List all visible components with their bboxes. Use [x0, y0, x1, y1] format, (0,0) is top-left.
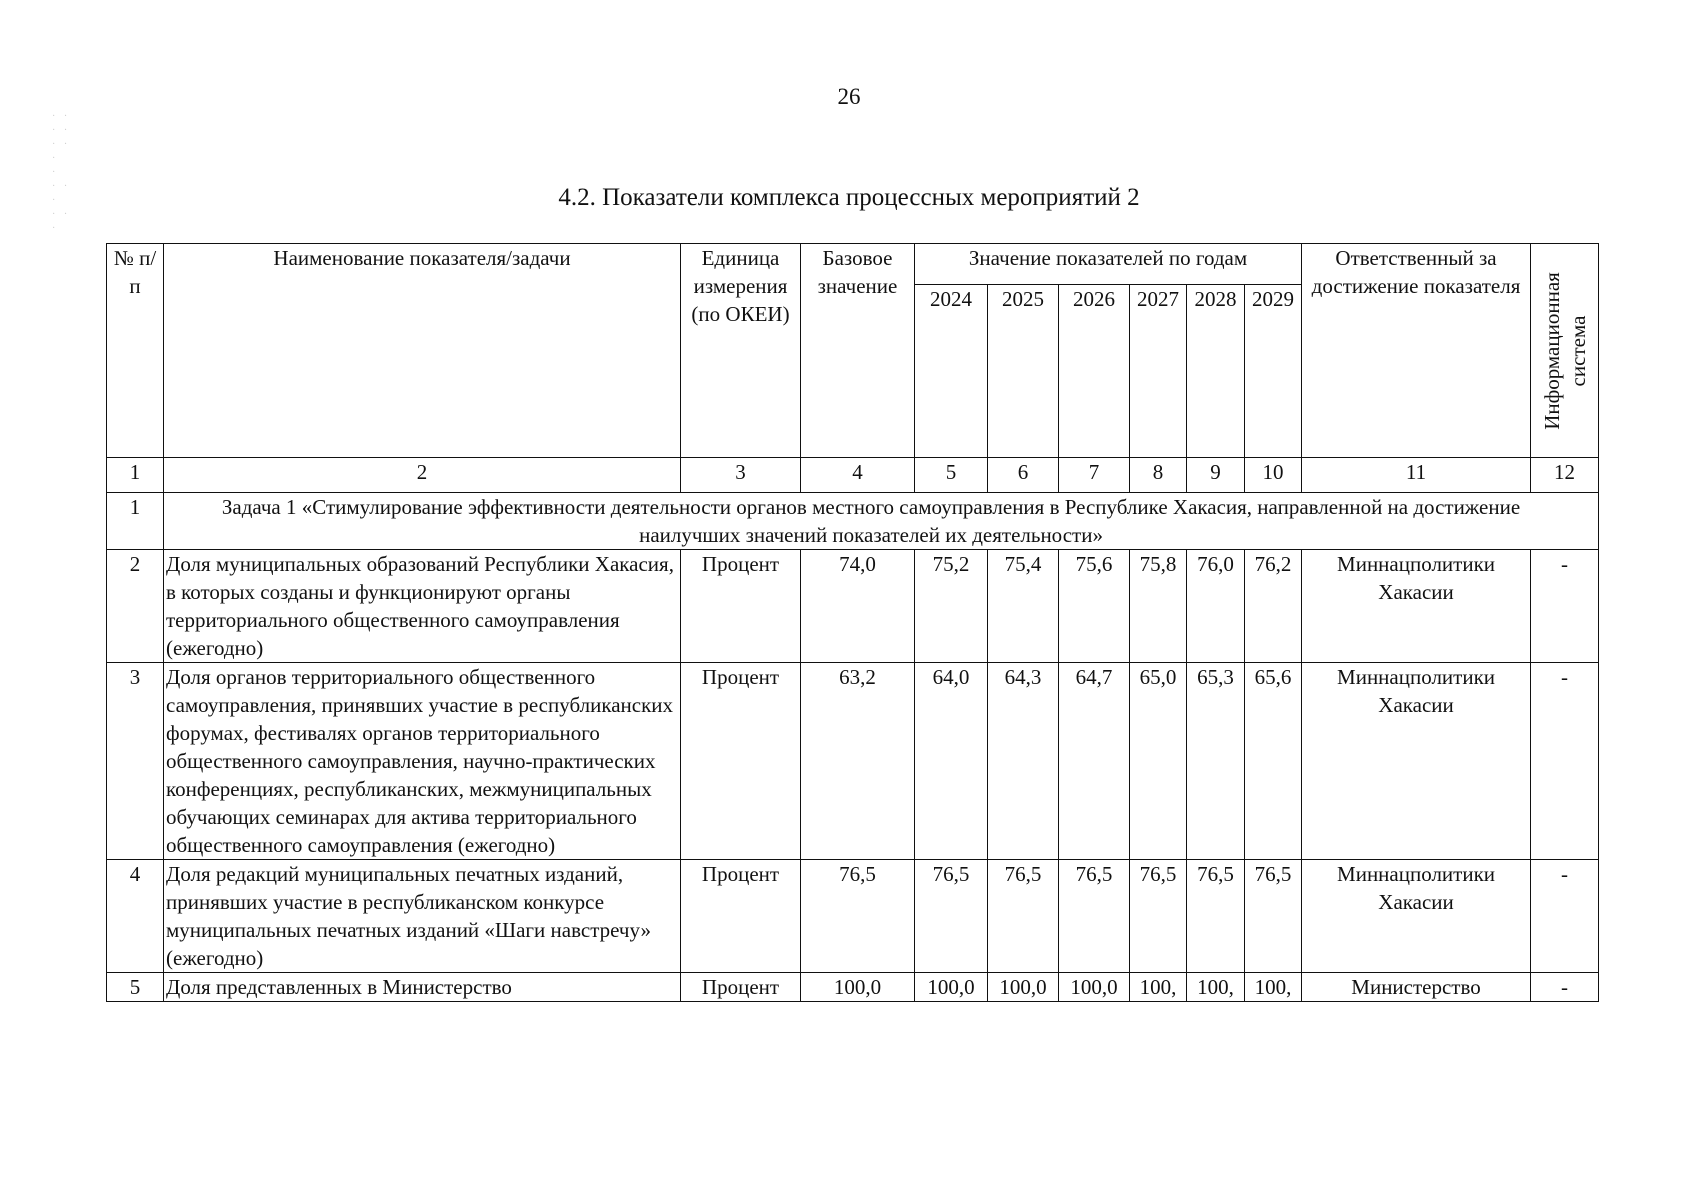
header-info-system [1531, 244, 1599, 458]
header-name: Наименование показателя/задачи [164, 244, 681, 458]
row-unit: Процент [681, 973, 801, 1002]
row-value-2024: 100,0 [915, 973, 988, 1002]
row-value-2027: 100, [1130, 973, 1187, 1002]
column-number: 7 [1059, 458, 1130, 493]
header-num: № п/п [107, 244, 164, 458]
row-value-2024: 64,0 [915, 663, 988, 860]
header-year-2028: 2028 [1187, 285, 1245, 458]
row-base: 63,2 [801, 663, 915, 860]
row-responsible: Миннацполитики Хакасии [1302, 663, 1531, 860]
row-base: 100,0 [801, 973, 915, 1002]
row-value-2024: 76,5 [915, 860, 988, 973]
task-num: 1 [107, 493, 164, 550]
page-number: 26 [837, 84, 861, 109]
header-unit: Единица измерения (по ОКЕИ) [681, 244, 801, 458]
row-value-2026: 76,5 [1059, 860, 1130, 973]
header-info-system-label: Информационная система [1539, 271, 1590, 430]
row-base: 76,5 [801, 860, 915, 973]
row-info-system: - [1531, 860, 1599, 973]
header-year-2026: 2026 [1059, 285, 1130, 458]
task-row [107, 493, 1599, 550]
row-num: 4 [107, 860, 164, 973]
row-num: 3 [107, 663, 164, 860]
row-value-2024: 75,2 [915, 550, 988, 663]
row-responsible: Министерство [1302, 973, 1531, 1002]
table-row [107, 550, 1599, 663]
row-info-system: - [1531, 550, 1599, 663]
column-number: 8 [1130, 458, 1187, 493]
row-value-2029: 100, [1245, 973, 1302, 1002]
row-value-2028: 76,5 [1187, 860, 1245, 973]
row-base: 74,0 [801, 550, 915, 663]
row-responsible: Миннацполитики Хакасии [1302, 550, 1531, 663]
row-value-2029: 65,6 [1245, 663, 1302, 860]
header-base: Базовое значение [801, 244, 915, 458]
column-number-row [107, 458, 1599, 493]
column-number: 2 [164, 458, 681, 493]
row-value-2025: 64,3 [988, 663, 1059, 860]
column-number: 3 [681, 458, 801, 493]
column-number: 1 [107, 458, 164, 493]
row-value-2028: 100, [1187, 973, 1245, 1002]
row-value-2027: 65,0 [1130, 663, 1187, 860]
column-number: 9 [1187, 458, 1245, 493]
column-number: 4 [801, 458, 915, 493]
row-value-2027: 76,5 [1130, 860, 1187, 973]
row-unit: Процент [681, 550, 801, 663]
column-number: 10 [1245, 458, 1302, 493]
column-number: 5 [915, 458, 988, 493]
row-name: Доля органов территориального общественного самоуправления, принявших участие в республиканских форумах, фестивалях органов территориального общественного самоуправления, научно-практических конференциях, республиканских, межмуниципальных обучающих семинарах для актива территориального общественного самоуправления (ежегодно) [164, 663, 681, 860]
indicators-table [106, 243, 1599, 1002]
header-values-by-year: Значение показателей по годам [915, 244, 1302, 285]
row-unit: Процент [681, 860, 801, 973]
row-value-2029: 76,5 [1245, 860, 1302, 973]
table-row [107, 860, 1599, 973]
column-number: 12 [1531, 458, 1599, 493]
table-row [107, 973, 1599, 1002]
row-value-2026: 100,0 [1059, 973, 1130, 1002]
column-number: 11 [1302, 458, 1531, 493]
header-year-2025: 2025 [988, 285, 1059, 458]
row-name: Доля представленных в Министерство [164, 973, 681, 1002]
row-value-2028: 65,3 [1187, 663, 1245, 860]
row-responsible: Миннацполитики Хакасии [1302, 860, 1531, 973]
row-name: Доля редакций муниципальных печатных изданий, принявших участие в республиканском конкурсе муниципальных печатных изданий «Шаги навстречу» (ежегодно) [164, 860, 681, 973]
row-value-2027: 75,8 [1130, 550, 1187, 663]
row-value-2026: 64,7 [1059, 663, 1130, 860]
header-year-2027: 2027 [1130, 285, 1187, 458]
row-value-2025: 100,0 [988, 973, 1059, 1002]
row-info-system: - [1531, 663, 1599, 860]
column-number: 6 [988, 458, 1059, 493]
header-year-2024: 2024 [915, 285, 988, 458]
task-title: Задача 1 «Стимулирование эффективности деятельности органов местного самоуправления в Республике Хакасия, направленной на достижение наилучших значений показателей их деятельности» [164, 493, 1599, 550]
row-value-2029: 76,2 [1245, 550, 1302, 663]
row-name: Доля муниципальных образований Республики Хакасия, в которых созданы и функционируют органы территориального общественного самоуправления (ежегодно) [164, 550, 681, 663]
row-num: 5 [107, 973, 164, 1002]
header-row-1 [107, 244, 1599, 285]
header-responsible: Ответственный за достижение показателя [1302, 244, 1531, 458]
header-year-2029: 2029 [1245, 285, 1302, 458]
section-title: 4.2. Показатели комплекса процессных мероприятий 2 [558, 184, 1140, 211]
table-row [107, 663, 1599, 860]
row-value-2028: 76,0 [1187, 550, 1245, 663]
row-num: 2 [107, 550, 164, 663]
row-value-2026: 75,6 [1059, 550, 1130, 663]
row-value-2025: 75,4 [988, 550, 1059, 663]
row-value-2025: 76,5 [988, 860, 1059, 973]
row-unit: Процент [681, 663, 801, 860]
scan-artifact: · · · · · · · · · · · · · · [52, 111, 71, 234]
row-info-system: - [1531, 973, 1599, 1002]
